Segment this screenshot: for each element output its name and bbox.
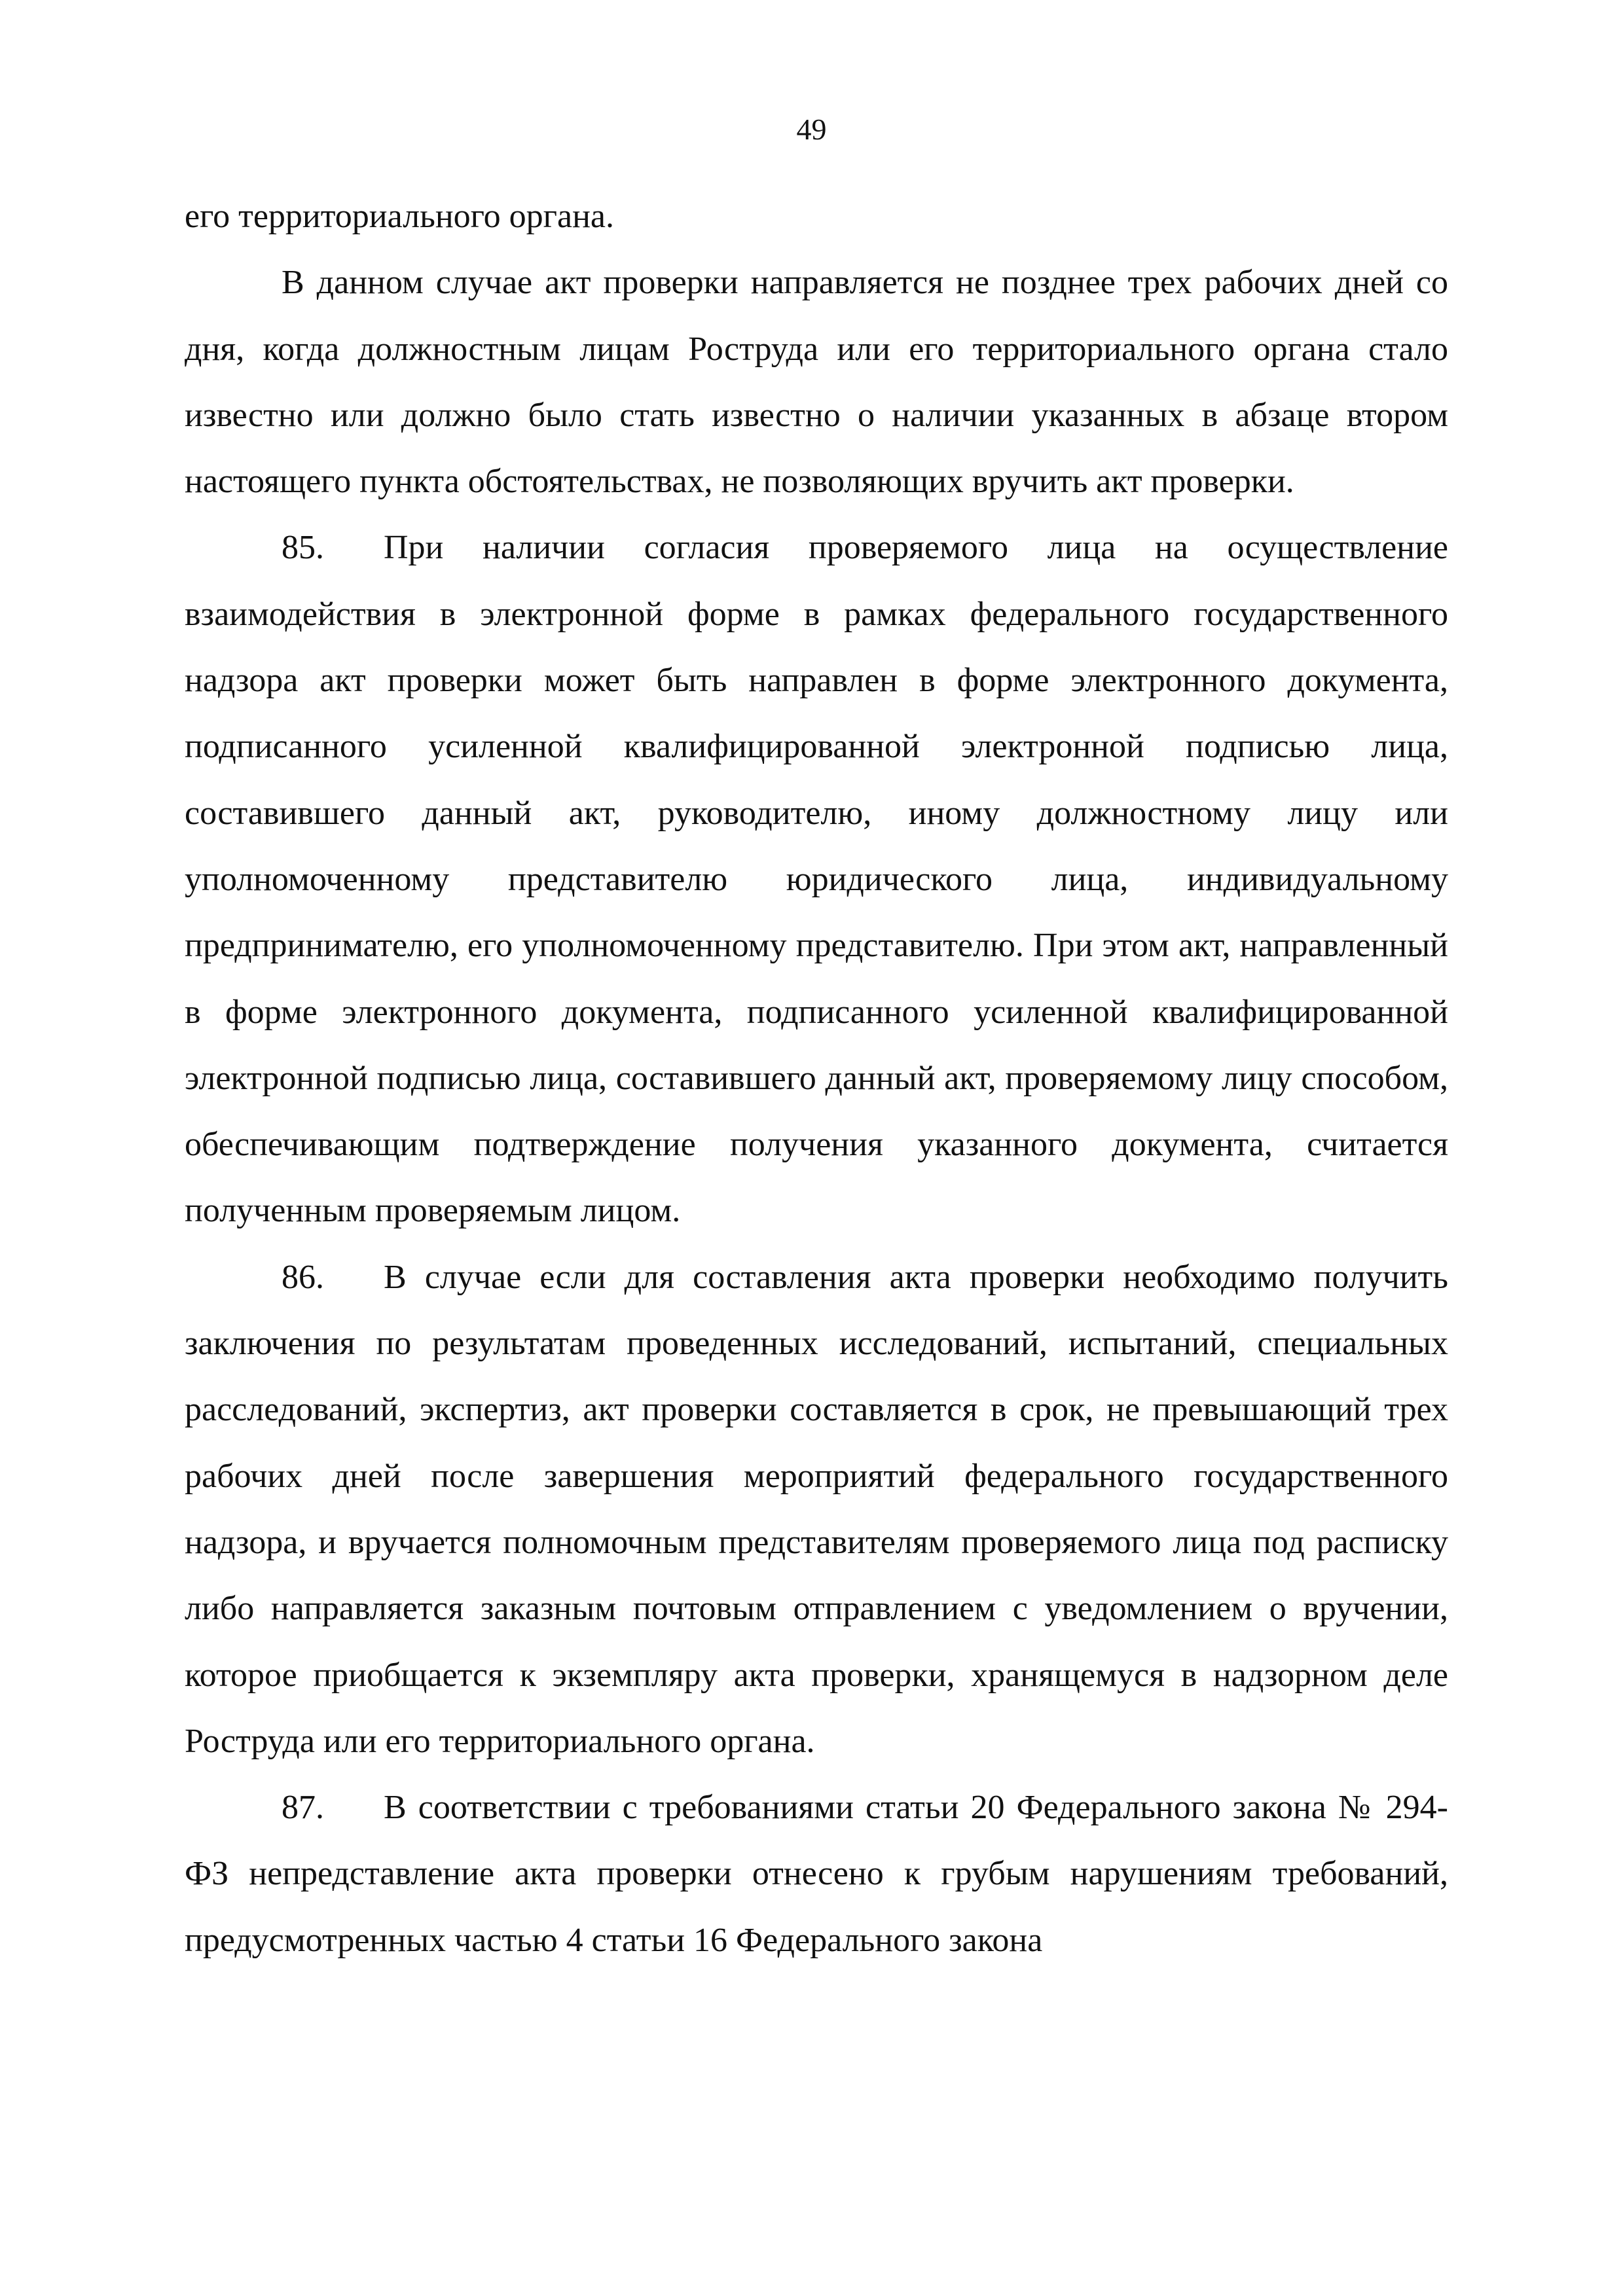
paragraph-86: [185, 1244, 1448, 1774]
paragraph-text: При наличии согласия проверяемого лица на осуществление взаимодействия в электронной форме в рамках федерального государственного надзора акт проверки может быть направлен в форме электронного документа, подписанного усиленной квалифицированной электронной подписью лица, составившего данный акт, руководителю, иному должностному лицу или уполномоченному представителю юридического лица, индивидуальному предпринимателю, его уполномоченному представителю. При этом акт, направленный в форме электронного документа, подписанного усиленной квалифицированной электронной подписью лица, составившего данный акт, проверяемому лицу способом, обеспечивающим подтверждение получения указанного документа, считается полученным проверяемым лицом.: [185, 529, 1448, 1230]
paragraph-84-continuation: [185, 249, 1448, 514]
paragraph-number: 87.: [282, 1789, 324, 1827]
document-body: [185, 183, 1448, 1973]
paragraph-text: его территориального органа.: [185, 198, 614, 235]
paragraph-text: В случае если для составления акта проверки необходимо получить заключения по результатам проведенных исследований, испытаний, специальных расследований, экспертиз, акт проверки составляется в срок, не превышающий трех рабочих дней после завершения мероприятий федерального государственного надзора, и вручается полномочным представителям проверяемого лица под расписку либо направляется заказным почтовым отправлением с уведомлением о вручении, которое приобщается к экземпляру акта проверки, хранящемуся в надзорном деле Роструда или его территориального органа.: [185, 1258, 1448, 1760]
paragraph-number: 86.: [282, 1258, 324, 1296]
paragraph-85: [185, 514, 1448, 1244]
paragraph-text: В данном случае акт проверки направляется не позднее трех рабочих дней со дня, когда должностным лицам Роструда или его территориального органа стало известно или должно было стать известно о наличии указанных в абзаце втором настоящего пункта обстоятельствах, не позволяющих вручить акт проверки.: [185, 264, 1448, 501]
paragraph-87: [185, 1774, 1448, 1973]
page-number: 49: [796, 113, 827, 146]
paragraph-number: 85.: [282, 529, 324, 567]
paragraph-continuation: [185, 183, 1448, 249]
paragraph-text: В соответствии с требованиями статьи 20 Федерального закона № 294-ФЗ непредставление акта проверки отнесено к грубым нарушениям требований, предусмотренных частью 4 статьи 16 Федерального закона: [185, 1789, 1448, 1959]
